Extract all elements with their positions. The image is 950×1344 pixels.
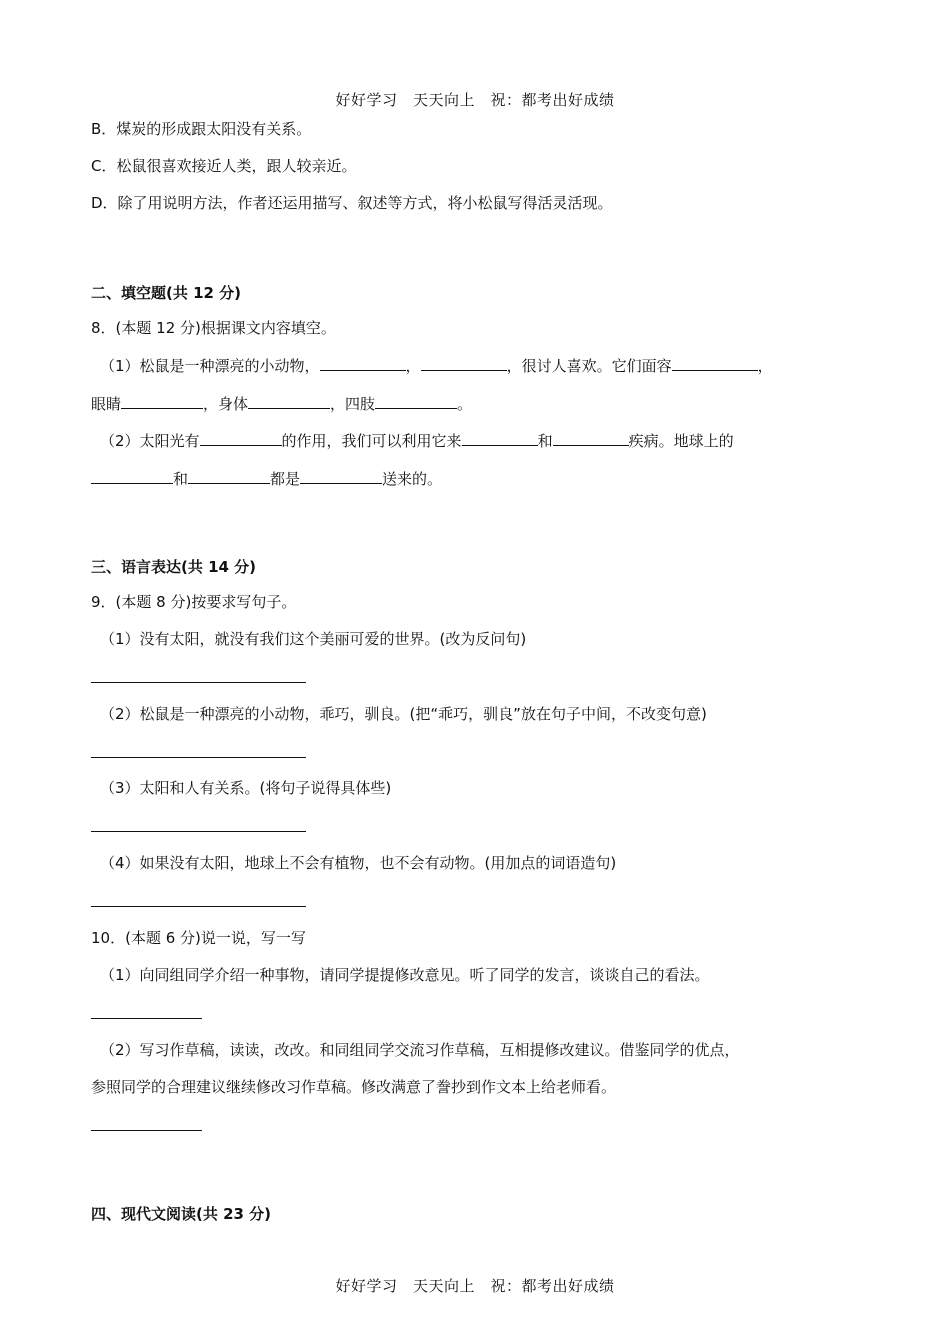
- question-10-stem: 10．(本题 6 分)说一说，写一写: [91, 929, 306, 947]
- page-header: 好好学习 天天向上 祝：都考出好成绩: [335, 91, 615, 109]
- answer-blank[interactable]: [188, 468, 270, 484]
- q8-part2-line2: 和 都是 送来的。: [91, 468, 442, 489]
- q8-part2-line1: （2）太阳光有 的作用，我们可以利用它来 和 疾病。地球上的: [100, 432, 734, 450]
- question-9-stem: 9．(本题 8 分)按要求写句子。: [91, 593, 297, 611]
- q9-sentence-2: （2）松鼠是一种漂亮的小动物，乖巧，驯良。(把“乖巧，驯良”放在句子中间，不改变句意): [100, 705, 707, 723]
- section-4-title: 四、现代文阅读(共 23 分): [91, 1205, 272, 1223]
- answer-line[interactable]: [91, 831, 306, 832]
- question-8-stem: 8．(本题 12 分)根据课文内容填空。: [91, 319, 336, 337]
- q8-part1-line1: （1）松鼠是一种漂亮的小动物， ， ，很讨人喜欢。它们面容 ，: [100, 357, 773, 375]
- page-footer: 好好学习 天天向上 祝：都考出好成绩: [335, 1277, 615, 1295]
- answer-blank[interactable]: [248, 393, 330, 409]
- answer-blank[interactable]: [462, 430, 538, 446]
- answer-blank[interactable]: [553, 430, 629, 446]
- section-2-title: 二、填空题(共 12 分): [91, 284, 242, 302]
- answer-blank[interactable]: [300, 468, 382, 484]
- q10-item-1: （1）向同组同学介绍一种事物，请同学提提修改意见。听了同学的发言，谈谈自己的看法。: [100, 966, 710, 984]
- q9-sentence-3: （3）太阳和人有关系。(将句子说得具体些): [100, 779, 392, 797]
- q10-item-2-line2: 参照同学的合理建议继续修改习作草稿。修改满意了誊抄到作文本上给老师看。: [91, 1078, 617, 1096]
- q10-item-2-line1: （2）写习作草稿，读读，改改。和同组同学交流习作草稿，互相提修改建议。借鉴同学的优点，: [100, 1041, 740, 1059]
- option-d: D．除了用说明方法，作者还运用描写、叙述等方式，将小松鼠写得活灵活现。: [91, 194, 613, 212]
- answer-blank[interactable]: [421, 355, 507, 371]
- answer-blank[interactable]: [672, 355, 758, 371]
- answer-line[interactable]: [91, 682, 306, 683]
- answer-blank[interactable]: [320, 355, 406, 371]
- answer-blank[interactable]: [91, 468, 173, 484]
- option-b: B．煤炭的形成跟太阳没有关系。: [91, 120, 312, 138]
- q8-part1-line2: 眼睛 ，身体 ，四肢 。: [91, 395, 473, 413]
- q9-sentence-4: （4）如果没有太阳，地球上不会有植物，也不会有动物。(用加点的词语造句): [100, 854, 617, 872]
- answer-line[interactable]: [91, 906, 306, 907]
- answer-line[interactable]: [91, 1130, 202, 1131]
- answer-blank[interactable]: [121, 393, 203, 409]
- q9-sentence-1: （1）没有太阳，就没有我们这个美丽可爱的世界。(改为反问句): [100, 630, 527, 648]
- answer-blank[interactable]: [375, 393, 457, 409]
- answer-line[interactable]: [91, 757, 306, 758]
- option-c: C．松鼠很喜欢接近人类，跟人较亲近。: [91, 157, 357, 175]
- answer-line[interactable]: [91, 1018, 202, 1019]
- answer-blank[interactable]: [200, 430, 282, 446]
- section-3-title: 三、语言表达(共 14 分): [91, 558, 257, 576]
